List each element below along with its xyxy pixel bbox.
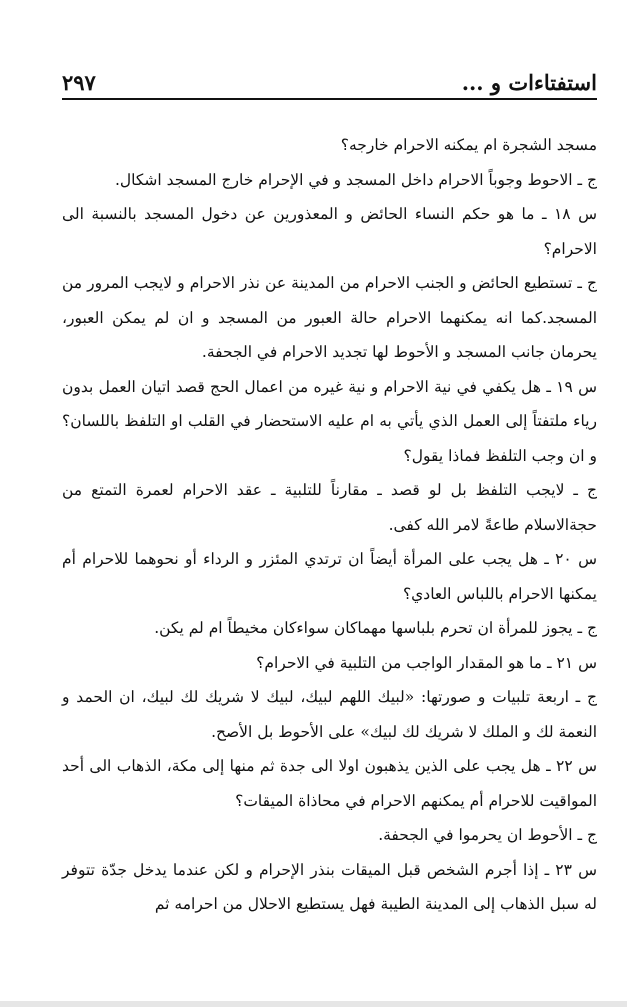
answer-paragraph: ج ـ الأحوط ان يحرموا في الجحفة. [378,826,597,844]
answer-paragraph: ج ـ اربعة تلبيات و صورتها: «لبيك اللهم لبيك، لبيك لا شريك لك لبيك، ان الحمد و النعمة لك و الملك لا شريك لك لبيك» على الأحوط بل الأصح. [62,688,597,741]
answer-paragraph: ج ـ يجوز للمرأة ان تحرم بلباسها مهماكان سواءكان مخيطاً ام لم يكن. [154,619,597,637]
answer-paragraph: ج ـ الاحوط وجوباً الاحرام داخل المسجد و في الإحرام خارج المسجد اشكال. [114,170,597,189]
page-number: ٢٩٧ [62,70,96,95]
page-header [62,70,597,100]
question-paragraph: س ٢١ ـ ما هو المقدار الواجب من التلبية في الاحرام؟ [256,653,597,672]
question-paragraph: س ٢٢ ـ هل يجب على الذين يذهبون اولا الى جدة ثم منها إلى مكة، الذهاب الى أحد المواقيت للاحرام أم يمكنهم الاحرام في محاذاة الميقات؟ [62,757,597,810]
body-text [62,128,597,922]
page-bottom-edge [0,1001,627,1007]
answer-paragraph: ج ـ تستطيع الحائض و الجنب الاحرام من المدينة عن نذر الاحرام و لايجب المرور من المسجد.كما انه يمكنهما الاحرام حالة العبور من المسجد و ان لم يمكن العبور، يحرمان جانب المسجد و الأحوط لها تجديد الاحرام في الجحفة. [62,274,597,361]
answer-paragraph: ج ـ لايجب التلفظ بل لو قصد ـ مقارناً للتلبية ـ عقد الاحرام لعمرة التمتع من حجةالاسلام طاعةً لامر الله كفى. [62,481,597,534]
paragraph-continuation: مسجد الشجرة ام يمكنه الاحرام خارجه؟ [340,136,597,154]
question-paragraph: س ١٨ ـ ما هو حكم النساء الحائض و المعذورين عن دخول المسجد بالنسبة الى الاحرام؟ [62,205,597,258]
question-paragraph: س ٢٣ ـ إذا أجرم الشخص قبل الميقات بنذر الإحرام و لكن عندما يدخل جدّة تتوفر له سبل الذهاب إلى المدينة الطيبة فهل يستطيع الاحلال من احرامه ثم [62,860,597,913]
question-paragraph: س ١٩ ـ هل يكفي في نية الاحرام و نية غيره من اعمال الحج قصد اتيان العمل بدون رياء ملتفتاً إلى العمل الذي يأتي به ام عليه الاستحضار في القلب او التلفظ باللسان؟ و ان وجب التلفظ فماذا يقول؟ [62,377,597,465]
question-paragraph: س ٢٠ ـ هل يجب على المرأة أيضاً ان ترتدي المئزر و الرداء أو نحوهما للاحرام أم يمكنها الاحرام باللباس العادي؟ [62,550,597,603]
running-title: استفتاءات و ... [461,70,597,95]
